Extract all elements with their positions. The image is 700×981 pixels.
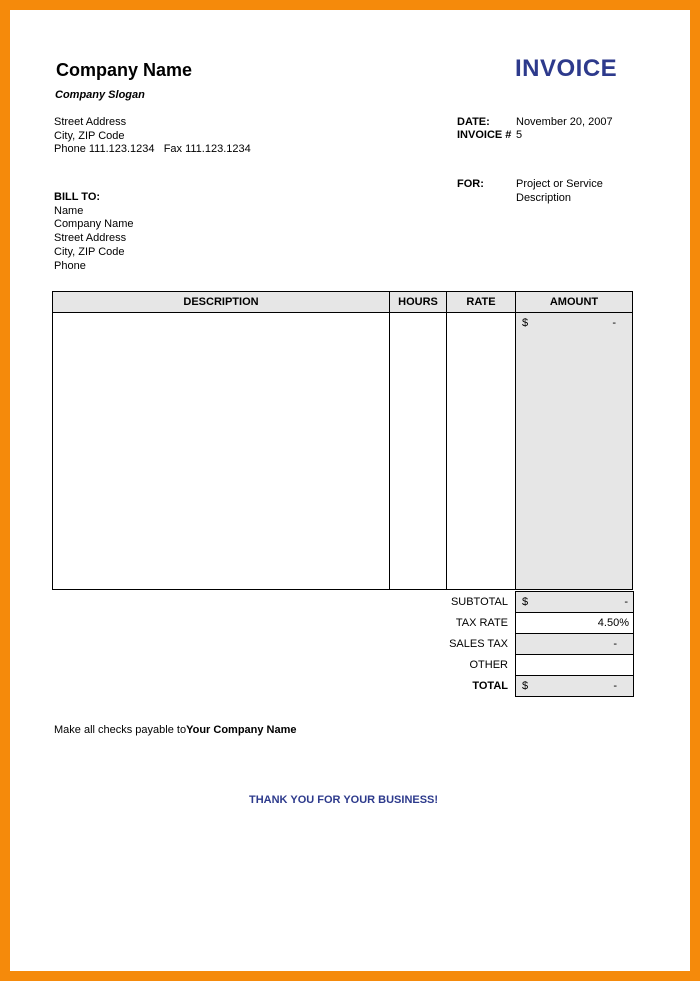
bill-to-name: Name bbox=[54, 204, 84, 217]
payable-company: Your Company Name bbox=[186, 724, 297, 736]
bill-to-company: Company Name bbox=[54, 218, 134, 231]
for-label: FOR: bbox=[457, 178, 484, 190]
header-rate: RATE bbox=[447, 292, 516, 313]
line-items-table bbox=[52, 291, 633, 590]
total-cell bbox=[516, 676, 634, 697]
invoice-number-label: INVOICE # bbox=[457, 129, 512, 141]
subtotal-cell bbox=[516, 592, 634, 613]
tax-rate-cell[interactable] bbox=[516, 613, 634, 634]
bill-to-block bbox=[54, 191, 133, 273]
header-amount: AMOUNT bbox=[516, 292, 633, 313]
tax-rate-label: TAX RATE bbox=[455, 617, 508, 629]
totals-table bbox=[400, 591, 634, 697]
other-row bbox=[400, 655, 634, 676]
amount-cell bbox=[516, 313, 633, 590]
invoice-number-value: 5 bbox=[516, 129, 523, 141]
bill-to-phone: Phone bbox=[54, 259, 86, 272]
sales-tax-row bbox=[400, 634, 634, 655]
company-address bbox=[54, 116, 251, 157]
amount-currency: $ bbox=[522, 317, 529, 329]
invoice-title: INVOICE bbox=[515, 55, 618, 82]
for-description bbox=[516, 178, 603, 205]
table-header-row bbox=[53, 292, 633, 313]
date-label: DATE: bbox=[457, 116, 490, 128]
bill-to-city-zip: City, ZIP Code bbox=[54, 245, 125, 258]
other-cell[interactable] bbox=[516, 655, 634, 676]
table-row bbox=[53, 313, 633, 590]
date-value: November 20, 2007 bbox=[516, 116, 613, 128]
company-city-zip: City, ZIP Code bbox=[54, 129, 125, 142]
other-label: OTHER bbox=[469, 659, 508, 671]
total-value: - bbox=[613, 680, 617, 692]
bill-to-street: Street Address bbox=[54, 232, 127, 245]
total-row bbox=[400, 676, 634, 697]
hours-cell[interactable] bbox=[390, 313, 447, 590]
company-name: Company Name bbox=[56, 60, 193, 80]
description-cell[interactable] bbox=[53, 313, 390, 590]
tax-rate-value: 4.50% bbox=[597, 617, 629, 629]
company-slogan: Company Slogan bbox=[55, 89, 145, 101]
company-street: Street Address bbox=[54, 116, 127, 128]
sales-tax-cell bbox=[516, 634, 634, 655]
payable-prefix: Make all checks payable to bbox=[54, 724, 187, 736]
subtotal-currency: $ bbox=[522, 596, 529, 608]
tax-rate-row bbox=[400, 613, 634, 634]
total-label: TOTAL bbox=[472, 680, 508, 692]
for-line-1: Project or Service bbox=[516, 178, 603, 190]
subtotal-row bbox=[400, 592, 634, 613]
for-line-2: Description bbox=[516, 191, 572, 204]
bill-to-label: BILL TO: bbox=[54, 191, 101, 203]
company-phone-fax: Phone 111.123.1234 Fax 111.123.1234 bbox=[54, 143, 251, 156]
payable-note bbox=[54, 724, 297, 736]
subtotal-value: - bbox=[624, 596, 628, 608]
header-hours: HOURS bbox=[390, 292, 447, 313]
rate-cell[interactable] bbox=[447, 313, 516, 590]
sales-tax-value: - bbox=[613, 638, 617, 650]
total-currency: $ bbox=[522, 680, 529, 692]
header-description: DESCRIPTION bbox=[53, 292, 390, 313]
amount-value: - bbox=[612, 317, 616, 329]
sales-tax-label: SALES TAX bbox=[449, 638, 508, 650]
subtotal-label: SUBTOTAL bbox=[450, 596, 508, 608]
thank-you-message: THANK YOU FOR YOUR BUSINESS! bbox=[249, 794, 439, 806]
